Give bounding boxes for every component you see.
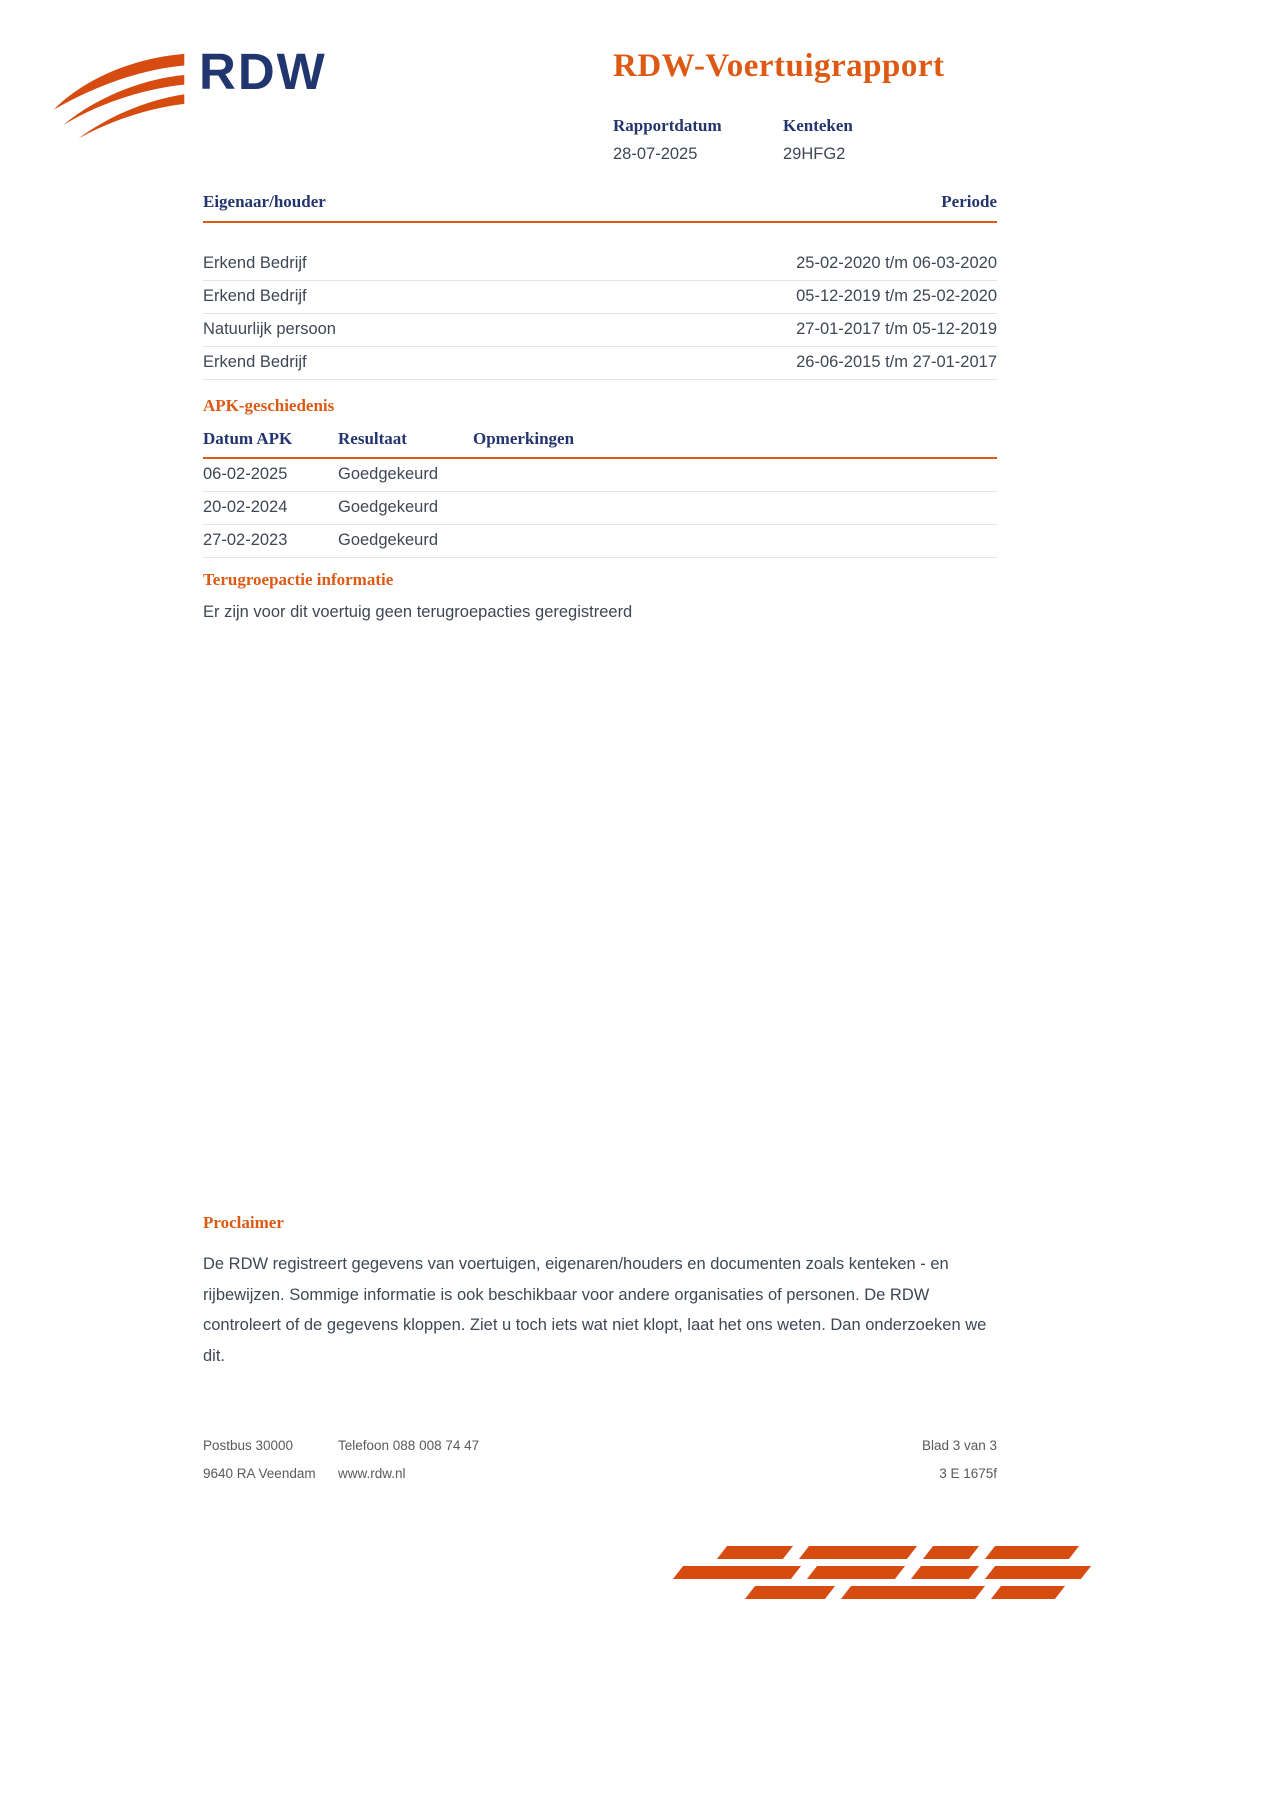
footer bbox=[203, 1432, 997, 1488]
stripe bbox=[985, 1566, 1091, 1579]
owner-period: 26-06-2015 t/m 27-01-2017 bbox=[796, 353, 997, 371]
footer-postbus: Postbus 30000 bbox=[203, 1438, 294, 1453]
stripe bbox=[807, 1566, 905, 1579]
recall-section bbox=[203, 570, 997, 622]
rdw-logo-wordmark: RDW bbox=[199, 43, 327, 100]
apk-history-section bbox=[203, 396, 997, 558]
stripe bbox=[923, 1546, 979, 1559]
owner-name: Erkend Bedrijf bbox=[203, 353, 307, 371]
apk-result: Goedgekeurd bbox=[338, 531, 438, 549]
footer-contact bbox=[338, 1432, 922, 1488]
apk-remarks bbox=[473, 531, 997, 550]
stripe bbox=[991, 1586, 1065, 1599]
stripe-row bbox=[750, 1586, 1118, 1599]
stripe bbox=[799, 1546, 917, 1559]
apk-date: 06-02-2025 bbox=[203, 465, 288, 483]
apk-date: 20-02-2024 bbox=[203, 498, 288, 516]
owner-section bbox=[203, 192, 997, 380]
apk-date: 27-02-2023 bbox=[203, 531, 288, 549]
footer-doc-code: 3 E 1675f bbox=[939, 1466, 997, 1481]
owner-name: Erkend Bedrijf bbox=[203, 254, 307, 272]
apk-table bbox=[203, 429, 997, 558]
apk-heading: APK-geschiedenis bbox=[203, 396, 335, 415]
owner-heading: Eigenaar/houder bbox=[203, 192, 326, 211]
footer-page-number: Blad 3 van 3 bbox=[921, 1438, 997, 1453]
table-row bbox=[203, 314, 997, 347]
rdw-logo-icon bbox=[50, 52, 188, 148]
table-row bbox=[203, 248, 997, 281]
owner-rows bbox=[203, 248, 997, 380]
footer-phone: Telefoon 088 008 74 47 bbox=[338, 1438, 480, 1453]
apk-col-date: Datum APK bbox=[203, 429, 293, 448]
stripe bbox=[673, 1566, 801, 1579]
apk-remarks bbox=[473, 465, 997, 484]
license-plate-block bbox=[783, 116, 953, 164]
stripe bbox=[745, 1586, 835, 1599]
footer-page-info bbox=[922, 1432, 997, 1488]
table-row bbox=[203, 492, 997, 525]
proclaimer-heading: Proclaimer bbox=[203, 1213, 284, 1232]
apk-result: Goedgekeurd bbox=[338, 465, 438, 483]
footer-address bbox=[203, 1432, 338, 1488]
report-date-block bbox=[613, 116, 783, 164]
table-row bbox=[203, 525, 997, 558]
license-plate-value: 29HFG2 bbox=[783, 145, 846, 163]
stripe-row bbox=[678, 1566, 1118, 1579]
report-date-value: 28-07-2025 bbox=[613, 145, 698, 163]
report-date-label: Rapportdatum bbox=[613, 116, 722, 135]
stripe bbox=[841, 1586, 985, 1599]
period-heading: Periode bbox=[941, 192, 997, 211]
apk-result: Goedgekeurd bbox=[338, 498, 438, 516]
decorative-stripes-icon bbox=[678, 1546, 1118, 1606]
apk-col-remarks: Opmerkingen bbox=[473, 429, 575, 448]
proclaimer-text: De RDW registreert gegevens van voertuigen, eigenaren/houders en documenten zoals kenteken - en rijbewijzen. Sommige informatie is ook beschikbaar voor andere organisaties of personen. De RDW controleert of de gegevens kloppen. Ziet u toch iets wat niet klopt, laat het ons weten. Dan onderzoeken we dit. bbox=[203, 1255, 987, 1365]
stripe bbox=[717, 1546, 793, 1559]
recall-heading: Terugroepactie informatie bbox=[203, 570, 394, 589]
apk-remarks bbox=[473, 498, 997, 517]
owner-period: 05-12-2019 t/m 25-02-2020 bbox=[796, 287, 997, 305]
owner-period: 25-02-2020 t/m 06-03-2020 bbox=[796, 254, 997, 272]
table-row bbox=[203, 347, 997, 380]
stripe bbox=[985, 1546, 1079, 1559]
table-row bbox=[203, 459, 997, 492]
owner-period: 27-01-2017 t/m 05-12-2019 bbox=[796, 320, 997, 338]
owner-section-header bbox=[203, 192, 997, 223]
stripe-row bbox=[722, 1546, 1118, 1559]
apk-col-result: Resultaat bbox=[338, 429, 407, 448]
stripe bbox=[911, 1566, 979, 1579]
recall-text: Er zijn voor dit voertuig geen terugroepacties geregistreerd bbox=[203, 603, 633, 621]
owner-name: Erkend Bedrijf bbox=[203, 287, 307, 305]
license-plate-label: Kenteken bbox=[783, 116, 853, 135]
proclaimer-section bbox=[203, 1213, 997, 1371]
footer-city: 9640 RA Veendam bbox=[203, 1466, 316, 1481]
owner-name: Natuurlijk persoon bbox=[203, 320, 336, 338]
table-row bbox=[203, 281, 997, 314]
report-meta bbox=[613, 116, 953, 164]
apk-table-header bbox=[203, 429, 997, 459]
page-title: RDW-Voertuigrapport bbox=[613, 48, 945, 84]
footer-website: www.rdw.nl bbox=[338, 1466, 406, 1481]
